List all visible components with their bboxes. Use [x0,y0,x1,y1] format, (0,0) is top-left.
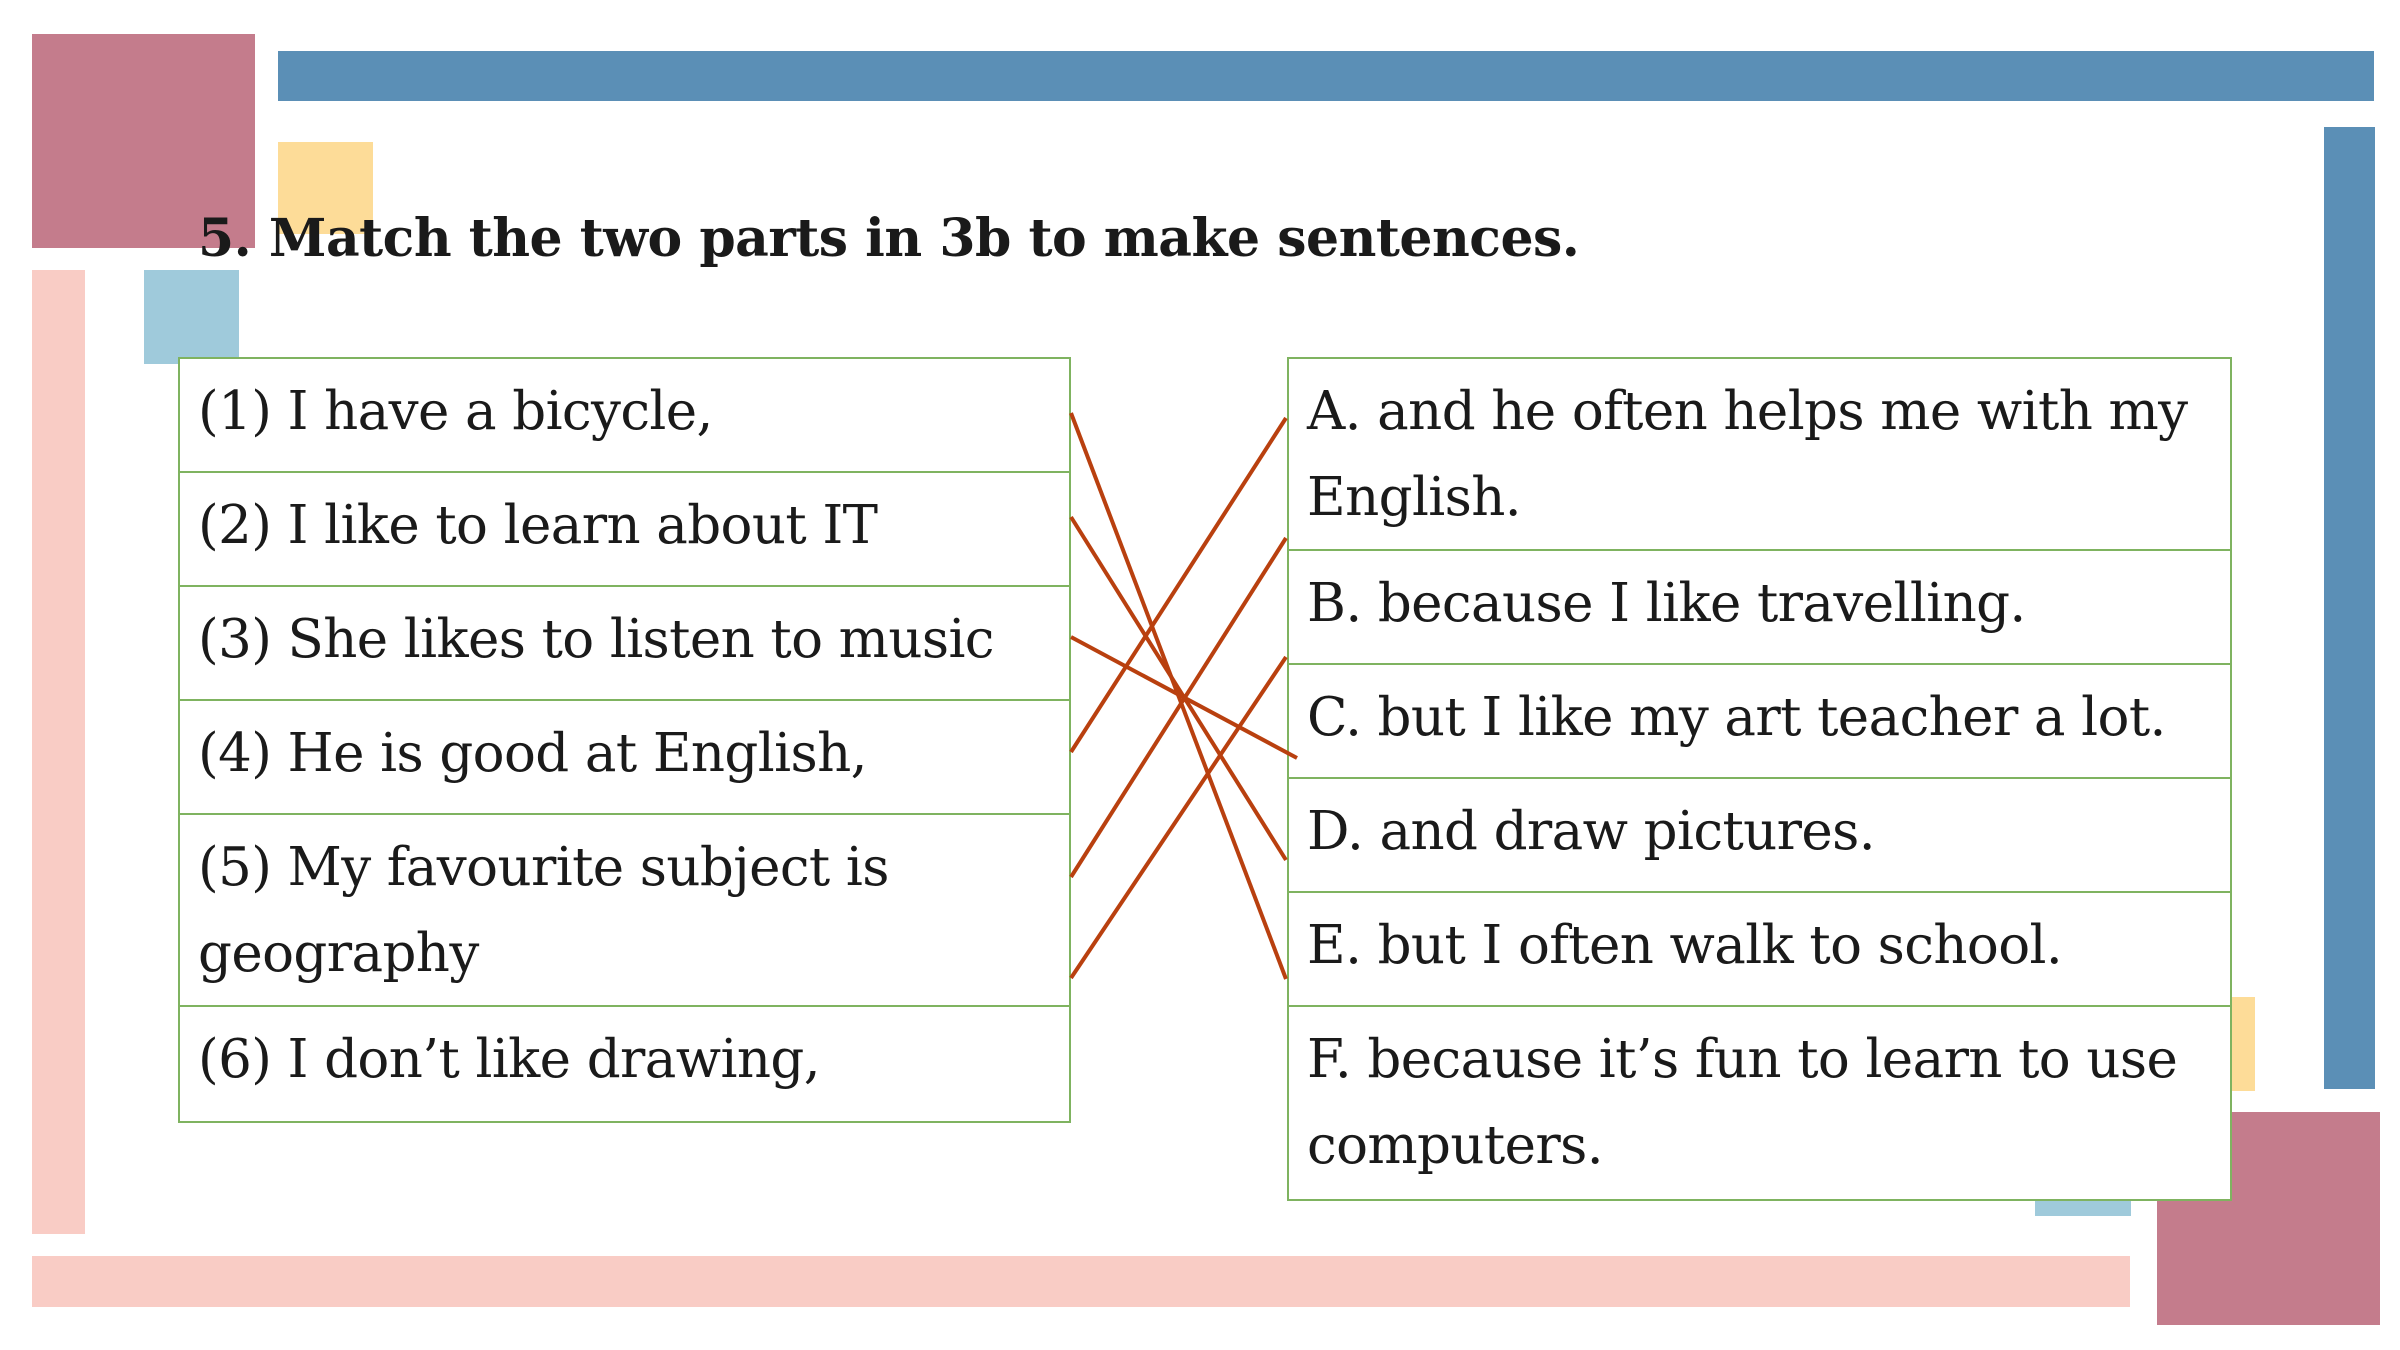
left-item-text: (3) She likes to listen to music [198,609,994,670]
right-item-text: F. because it’s fun to learn to use computers. [1307,1029,2178,1176]
right-item-text: D. and draw pictures. [1307,801,1876,862]
right-item-text: C. but I like my art teacher a lot. [1307,687,2166,748]
right-item-text: E. but I often walk to school. [1307,915,2063,976]
left-item-text: (4) He is good at English, [198,723,867,784]
right-item-text: B. because I like travelling. [1307,573,2026,634]
right-item-text: A. and he often helps me with my English. [1307,381,2188,528]
match-line-2-D [1071,517,1286,860]
left-item-text: (5) My favourite subject is geography [198,837,889,984]
left-item-text: (1) I have a bicycle, [198,381,713,442]
left-item-text: (6) I don’t like drawing, [198,1029,820,1090]
left-item-text: (2) I like to learn about IT [198,495,878,556]
page-title: 5. Match the two parts in 3b to make sentences. [198,208,1580,269]
